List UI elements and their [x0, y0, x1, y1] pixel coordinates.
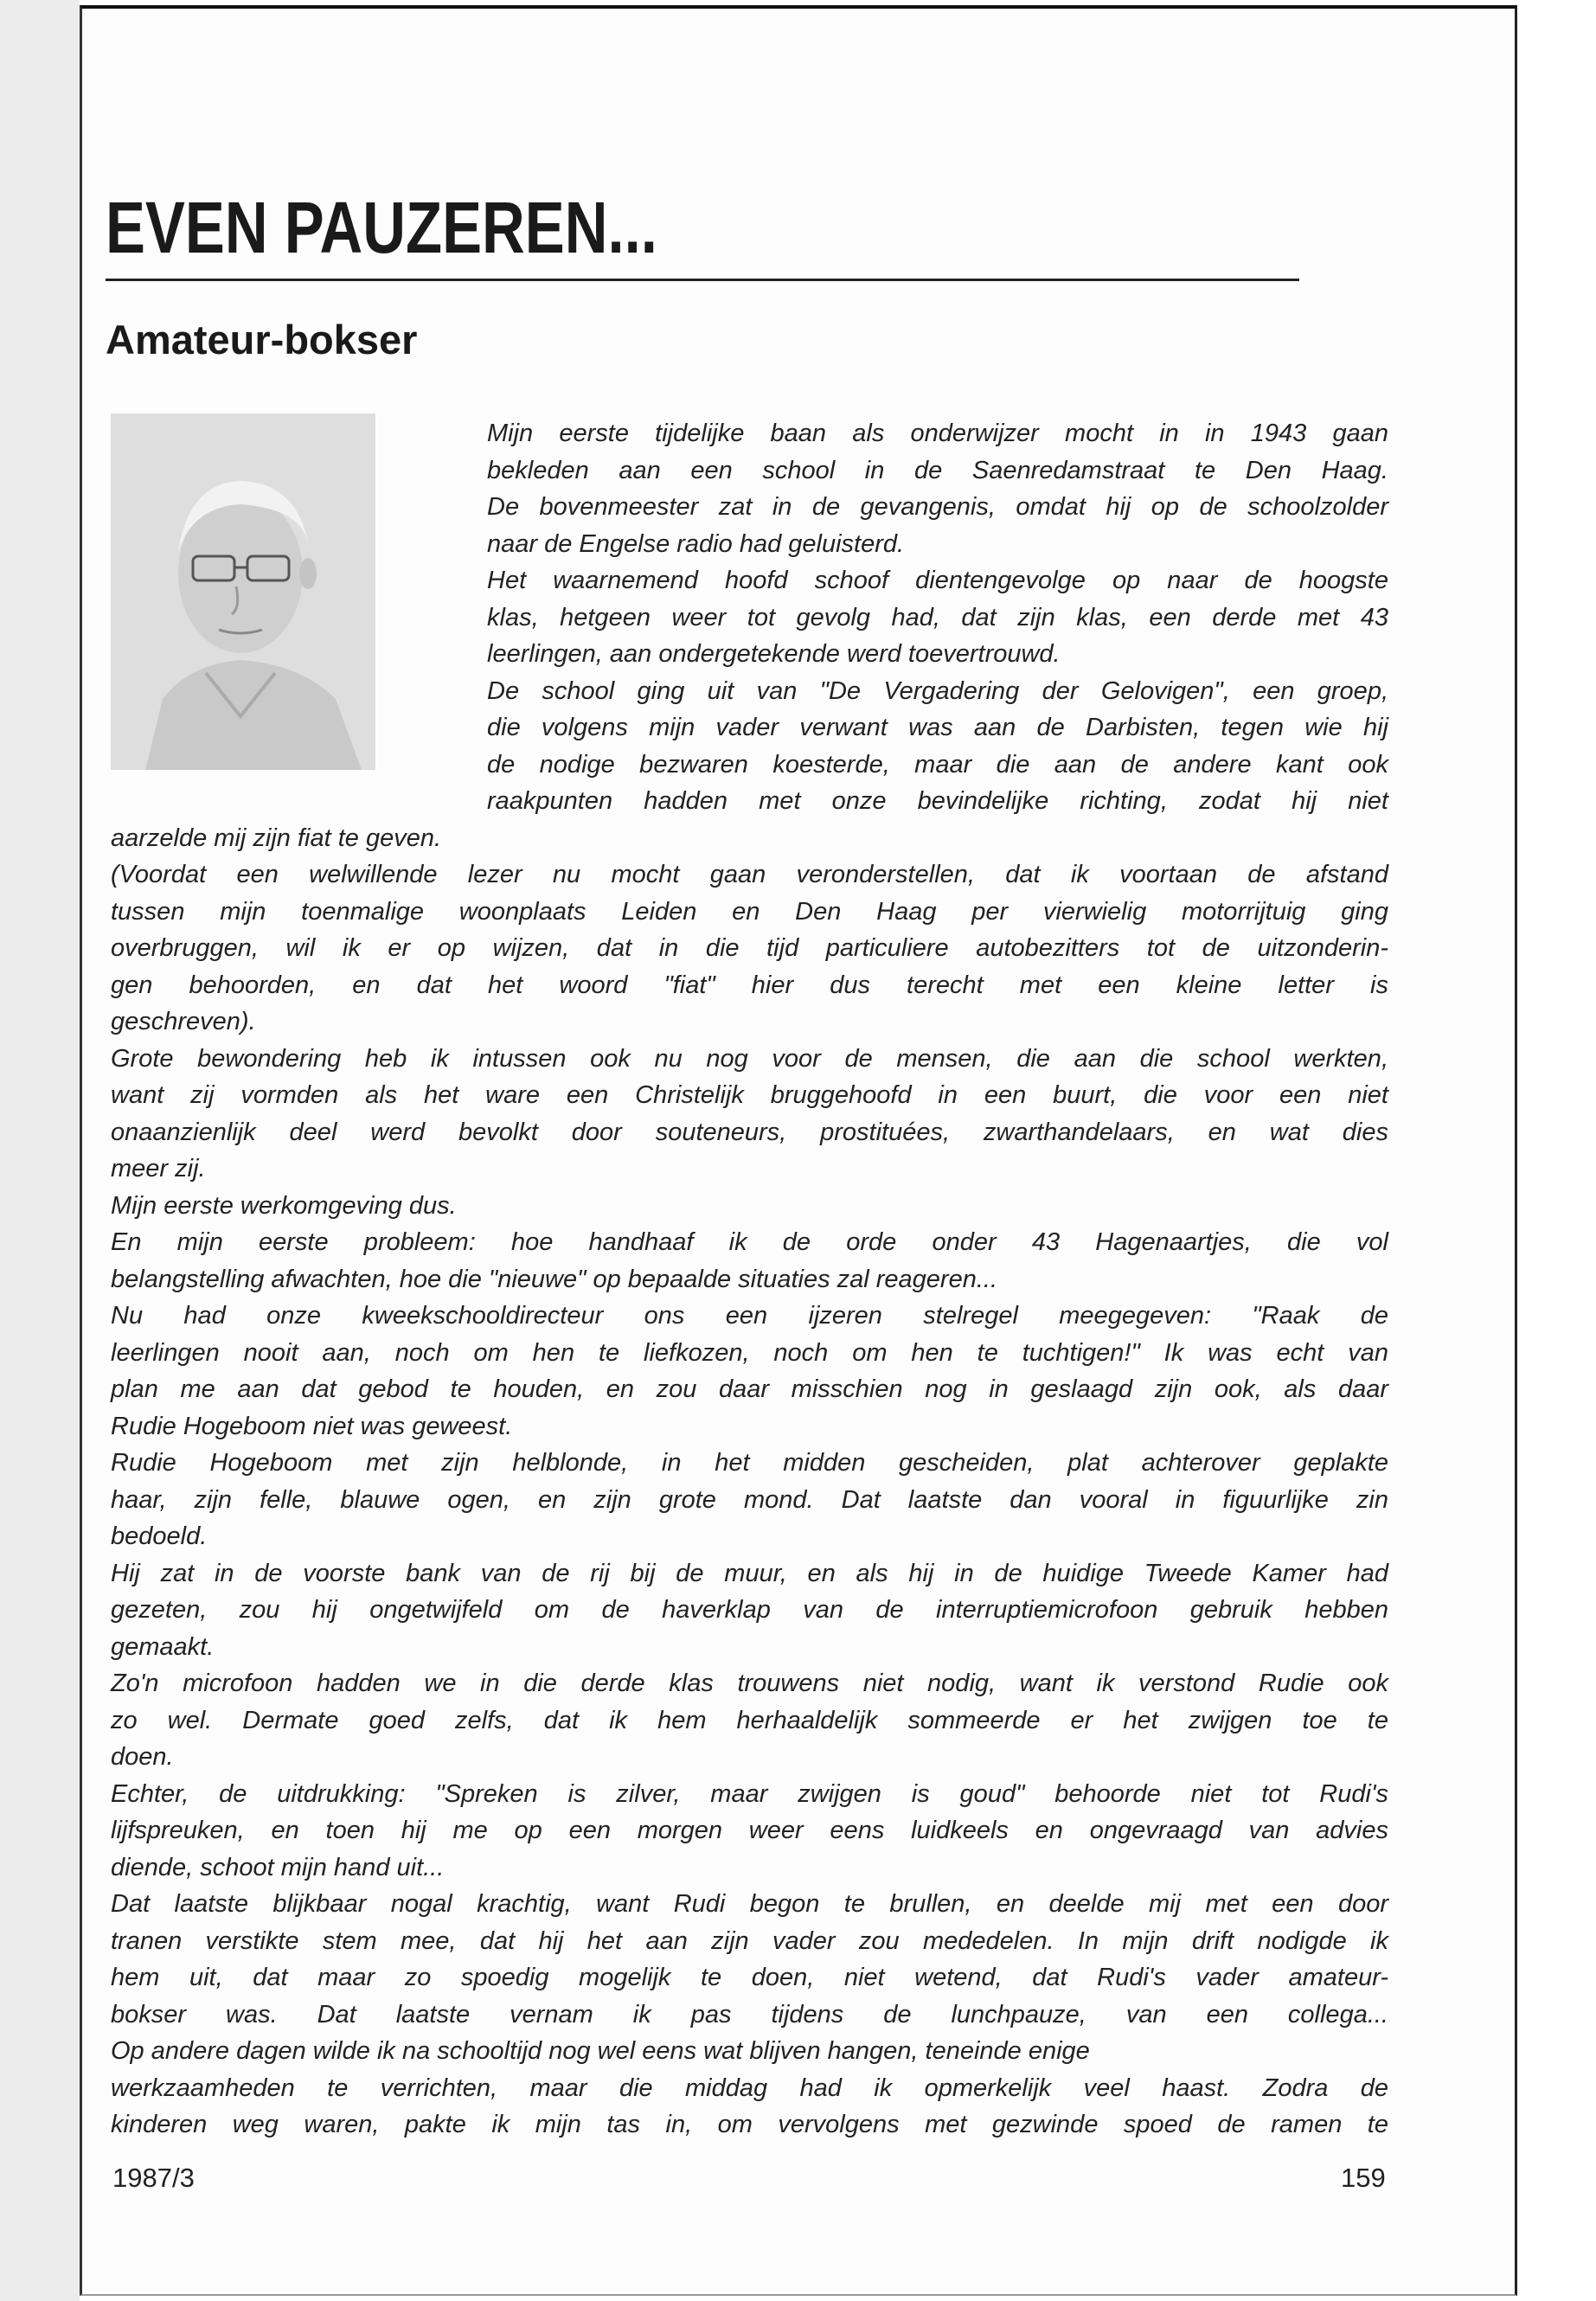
text-line: De bovenmeester zat in de gevangenis, omdat hij op de schoolzolder: [487, 493, 1388, 521]
text-line: overbruggen, wil ik er op wijzen, dat in die tijd particuliere autobezitters tot de uitzonderin-: [111, 934, 1388, 962]
text-line: Zo'n microfoon hadden we in die derde klas trouwens niet nodig, want ik verstond Rudie ook: [111, 1670, 1388, 1697]
text-line: Dat laatste blijkbaar nogal krachtig, want Rudi begon te brullen, en deelde mij met een door: [111, 1890, 1388, 1918]
text-line: geschreven).: [111, 1008, 256, 1035]
text-line: Hij zat in de voorste bank van de rij bij de muur, en als hij in de huidige Tweede Kamer had: [111, 1559, 1388, 1587]
text-line: Het waarnemend hoofd schoof dientengevolge op naar de hoogste: [487, 567, 1388, 594]
text-line: Mijn eerste tijdelijke baan als onderwijzer mocht in in 1943 gaan: [487, 420, 1388, 447]
text-line: tussen mijn toenmalige woonplaats Leiden en Den Haag per vierwielig motorrijtuig ging: [111, 897, 1388, 926]
text-line: doen.: [111, 1743, 174, 1771]
text-line: diende, schoot mijn hand uit...: [111, 1853, 445, 1881]
text-line: Rudie Hogeboom niet was geweest.: [111, 1412, 513, 1440]
text-line: kinderen weg waren, pakte ik mijn tas in, om vervolgens met gezwinde spoed de ramen te: [111, 2111, 1388, 2138]
text-line: want zij vormden als het ware een Christelijk bruggehoofd in een buurt, die voor een niet: [111, 1081, 1388, 1109]
text-line: plan me aan dat gebod te houden, en zou daar misschien nog in geslaagd zijn ook, als daar: [111, 1375, 1388, 1403]
text-line: Rudie Hogeboom met zijn helblonde, in het midden gescheiden, plat achterover geplakte: [111, 1449, 1388, 1477]
text-line: bekleden aan een school in de Saenredamstraat te Den Haag.: [487, 456, 1388, 484]
page-gutter: [0, 0, 80, 2301]
text-line: de nodige bezwaren koesterde, maar die aan de andere kant ook: [487, 750, 1388, 779]
text-line: bedoeld.: [111, 1522, 208, 1550]
text-line: aarzelde mij zijn fiat te geven.: [111, 824, 442, 852]
issue-number: 1987/3: [112, 2163, 195, 2193]
text-line: raakpunten hadden met onze bevindelijke richting, zodat hij niet: [487, 787, 1388, 815]
text-line: gen behoorden, en dat het woord "fiat" hier dus terecht met een kleine letter is: [111, 971, 1388, 999]
text-line: De school ging uit van "De Vergadering der Gelovigen", een groep,: [487, 676, 1388, 705]
text-line: die volgens mijn vader verwant was aan de Darbisten, tegen wie hij: [487, 714, 1388, 741]
text-line: gemaakt.: [111, 1632, 215, 1661]
text-line: Nu had onze kweekschooldirecteur ons een ijzeren stelregel meegegeven: "Raak de: [111, 1302, 1388, 1330]
article-subtitle: Amateur-bokser: [106, 317, 418, 362]
text-line: bokser was. Dat laatste vernam ik pas tijdens de lunchpauze, van een collega...: [111, 2000, 1388, 2029]
text-line: naar de Engelse radio had geluisterd.: [487, 529, 905, 558]
page-margin-right: [1517, 0, 1596, 2301]
title-rule: [106, 279, 1299, 281]
text-line: Echter, de uitdrukking: "Spreken is zilver, maar zwijgen is goud" behoorde niet tot Rudi's: [111, 1779, 1388, 1808]
text-line: zo wel. Dermate goed zelfs, dat ik hem herhaaldelijk sommeerde er het zwijgen toe te: [111, 1706, 1388, 1734]
text-line: Mijn eerste werkomgeving dus.: [111, 1191, 457, 1220]
portrait-photo: [111, 413, 375, 770]
text-line: En mijn eerste probleem: hoe handhaaf ik de orde onder 43 Hagenaartjes, die vol: [111, 1228, 1388, 1256]
page-title: EVEN PAUZEREN...: [106, 187, 657, 268]
text-line: haar, zijn felle, blauwe ogen, en zijn grote mond. Dat laatste dan vooral in figuurlijke zin: [111, 1485, 1388, 1514]
text-line: onaanzienlijk deel werd bevolkt door souteneurs, prostituées, zwarthandelaars, en wat dies: [111, 1118, 1388, 1146]
text-line: klas, hetgeen weer tot gevolg had, dat zijn klas, een derde met 43: [487, 603, 1388, 631]
text-line: werkzaamheden te verrichten, maar die middag had ik opmerkelijk veel haast. Zodra de: [111, 2073, 1388, 2102]
page-number: 159: [1341, 2163, 1386, 2193]
text-line: lijfspreuken, en toen hij me op een morgen weer eens luidkeels en ongevraagd van advies: [111, 1817, 1388, 1844]
text-line: meer zij.: [111, 1155, 206, 1183]
text-line: belangstelling afwachten, hoe die "nieuwe" op bepaalde situaties zal reageren...: [111, 1265, 998, 1293]
text-line: tranen verstikte stem mee, dat hij het aan zijn vader zou mededelen. In mijn drift nodigde ik: [111, 1926, 1388, 1955]
text-line: hem uit, dat maar zo spoedig mogelijk te doen, niet wetend, dat Rudi's vader amateur-: [111, 1964, 1388, 1991]
text-line: leerlingen, aan ondergetekende werd toevertrouwd.: [487, 640, 1061, 668]
text-line: (Voordat een welwillende lezer nu mocht gaan veronderstellen, dat ik voortaan de afstand: [111, 861, 1388, 888]
text-line: Op andere dagen wilde ik na schooltijd nog wel eens wat blijven hangen, teneinde enige: [111, 2037, 1090, 2065]
text-line: Grote bewondering heb ik intussen ook nu nog voor de mensen, die aan die school werkten,: [111, 1044, 1388, 1073]
portrait-photo-icon: [111, 413, 375, 770]
text-line: gezeten, zou hij ongetwijfeld om de haverklap van de interruptiemicrofoon gebruik hebben: [111, 1596, 1388, 1624]
text-line: leerlingen nooit aan, noch om hen te liefkozen, noch om hen te tuchtigen!" Ik was echt van: [111, 1338, 1388, 1367]
